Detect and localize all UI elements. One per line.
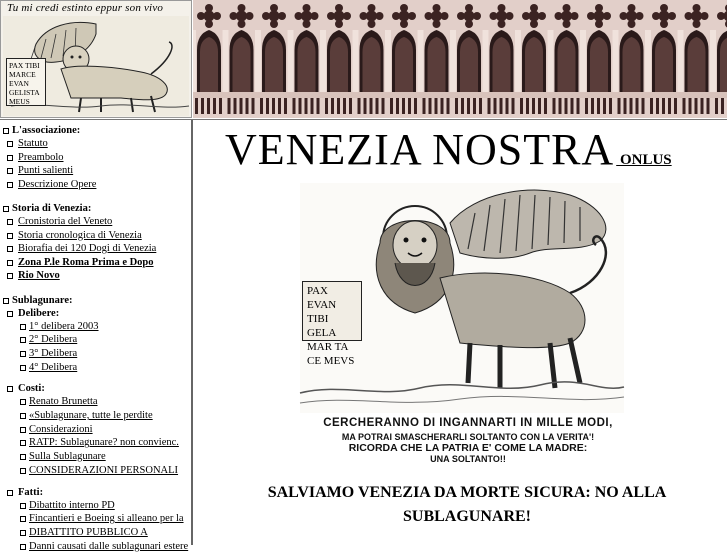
link-text: 2° Delibera [29, 334, 78, 346]
link-text: Danni causati dalle sublagunari estere [29, 540, 189, 552]
site-name: VENEZIA NOSTRA [225, 125, 615, 174]
slogan-line: SALVIAMO VENEZIA DA MORTE SICURA: NO ALLA [267, 484, 667, 501]
image-caption [323, 417, 613, 464]
square-bullet-icon [7, 141, 13, 147]
sidebar-link-descrizione-opere[interactable] [0, 178, 191, 192]
sidebar-link-fincantieri-boeing[interactable] [0, 512, 191, 526]
sidebar-link-delibera-1[interactable] [0, 320, 191, 334]
square-bullet-icon [20, 413, 26, 419]
square-bullet-icon [20, 544, 26, 550]
caption-line: CERCHERANNO DI INGANNARTI IN MILLE MODI, [323, 417, 613, 429]
sidebar-nav [0, 121, 191, 552]
gospel-book [302, 281, 362, 367]
logo-book-line: MEUS [9, 97, 30, 106]
onlus-label: ONLUS [616, 152, 672, 168]
sidebar-link-biorafia-dogi[interactable] [0, 242, 191, 256]
logo-book-line: MARCE [9, 70, 36, 79]
square-bullet-icon [20, 324, 26, 330]
square-bullet-icon [20, 468, 26, 474]
sidebar-link-considerazioni[interactable] [0, 423, 191, 437]
link-text: 4° Delibera [29, 361, 78, 373]
link-text: 1° delibera 2003 [29, 320, 99, 332]
sidebar-link-ratp[interactable] [0, 436, 191, 450]
sidebar-link-sulla-sublagunare[interactable] [0, 450, 191, 464]
link-text: Descrizione Opere [18, 178, 97, 190]
subsection-label: Fatti: [18, 486, 44, 498]
square-bullet-icon [20, 530, 26, 536]
sidebar-link-considerazioni-personali[interactable] [0, 464, 191, 478]
sidebar-link-delibera-2[interactable] [0, 333, 191, 347]
link-text: Biorafia dei 120 Dogi di Venezia [18, 243, 157, 254]
doge-palace-arcade-banner [193, 0, 727, 118]
sidebar-link-zona-ple-roma[interactable] [0, 256, 191, 270]
sidebar-link-delibera-4[interactable] [0, 361, 191, 375]
logo-book-line: GELISTA [9, 88, 40, 97]
winged-lion-logo[interactable] [0, 0, 192, 118]
square-bullet-icon [7, 311, 13, 317]
square-bullet-icon [7, 182, 13, 188]
sidebar-link-danni-sublagunari[interactable] [0, 540, 191, 553]
lion-of-saint-mark-image [300, 183, 624, 435]
section-label: Storia di Venezia: [12, 203, 92, 214]
square-bullet-icon [3, 206, 9, 212]
link-text: Considerazioni [29, 423, 93, 435]
square-bullet-icon [7, 386, 13, 392]
link-text: «Sublagunare, tutte le perdite [29, 410, 153, 422]
link-text: Sulla Sublagunare [29, 451, 106, 463]
link-text: 3° Delibera [29, 347, 78, 359]
square-bullet-icon [7, 490, 13, 496]
main-content [193, 120, 727, 545]
link-text: Fincantieri e Boeing si alleano per la [29, 513, 184, 525]
link-text: Punti salienti [18, 165, 74, 176]
square-bullet-icon [20, 516, 26, 522]
subsection-costi [0, 382, 191, 395]
logo-motto: Tu mi credi estinto eppur son vivo [7, 2, 164, 14]
square-bullet-icon [20, 351, 26, 357]
link-text: Rio Novo [18, 270, 60, 281]
sidebar-link-storia-cronologica[interactable] [0, 229, 191, 243]
gospel-book-line: CE MEVS [307, 355, 355, 367]
square-bullet-icon [20, 399, 26, 405]
page-title [225, 124, 672, 175]
square-bullet-icon [3, 298, 9, 304]
section-label: L'associazione: [12, 125, 81, 136]
section-storia [0, 202, 191, 215]
square-bullet-icon [7, 260, 13, 266]
logo-book-line: PAX TIBI [9, 61, 40, 70]
subsection-fatti [0, 486, 191, 499]
square-bullet-icon [20, 440, 26, 446]
link-text: Dibattito interno PD [29, 499, 115, 511]
square-bullet-icon [7, 168, 13, 174]
section-associazione [0, 124, 191, 137]
caption-line: UNA SOLTANTO!! [430, 454, 506, 464]
section-label: Sublagunare: [12, 294, 73, 306]
sidebar-link-punti-salienti[interactable] [0, 164, 191, 178]
gothic-arcade-icon [193, 0, 727, 118]
sidebar-link-dibattito-pubblico[interactable] [0, 526, 191, 540]
square-bullet-icon [20, 337, 26, 343]
subsection-label: Delibere: [18, 307, 60, 319]
link-text: Renato Brunetta [29, 396, 98, 408]
square-bullet-icon [3, 128, 9, 134]
subsection-label: Costi: [18, 383, 45, 395]
subsection-delibere [0, 307, 191, 320]
link-text: RATP: Sublagunare? non convienc. [29, 437, 179, 449]
gospel-book-line: MAR TA [307, 341, 349, 353]
sidebar-link-tutte-le-perdite[interactable] [0, 409, 191, 423]
link-text: CONSIDERAZIONI PERSONALI [29, 464, 179, 476]
link-text: DIBATTITO PUBBLICO A [29, 526, 148, 538]
sidebar-link-preambolo[interactable] [0, 151, 191, 165]
square-bullet-icon [20, 503, 26, 509]
slogan [207, 481, 727, 529]
logo-book [6, 58, 46, 106]
square-bullet-icon [7, 246, 13, 252]
sidebar-link-cronistoria[interactable] [0, 215, 191, 229]
sidebar-link-dibattito-pd[interactable] [0, 499, 191, 513]
link-text: Storia cronologica di Venezia [18, 229, 142, 241]
link-text: Preambolo [18, 151, 64, 163]
square-bullet-icon [20, 427, 26, 433]
sidebar-link-delibera-3[interactable] [0, 347, 191, 361]
square-bullet-icon [20, 365, 26, 371]
square-bullet-icon [7, 155, 13, 161]
link-text: Statuto [18, 138, 48, 149]
caption-line: RICORDA CHE LA PATRIA E' COME LA MADRE: [348, 442, 588, 454]
sidebar-link-renato-brunetta[interactable] [0, 395, 191, 409]
square-bullet-icon [20, 454, 26, 460]
gospel-book-line: PAX EVAN [307, 285, 337, 311]
section-sublagunare [0, 294, 191, 307]
square-bullet-icon [7, 233, 13, 239]
square-bullet-icon [7, 273, 13, 279]
link-text: Cronistoria del Veneto [18, 216, 113, 227]
sidebar-link-statuto[interactable] [0, 137, 191, 151]
slogan-line: SUBLAGUNARE! [402, 508, 531, 525]
square-bullet-icon [7, 219, 13, 225]
page-header [0, 0, 727, 120]
caption-line: MA POTRAI SMASCHERARLI SOLTANTO CON LA VERITA'! [341, 432, 595, 442]
gospel-book-line: TIBI GELA [307, 313, 337, 339]
sidebar-link-rio-novo[interactable] [0, 269, 191, 283]
link-text: Zona P.le Roma Prima e Dopo [18, 256, 154, 268]
logo-book-line: EVAN [9, 79, 29, 88]
